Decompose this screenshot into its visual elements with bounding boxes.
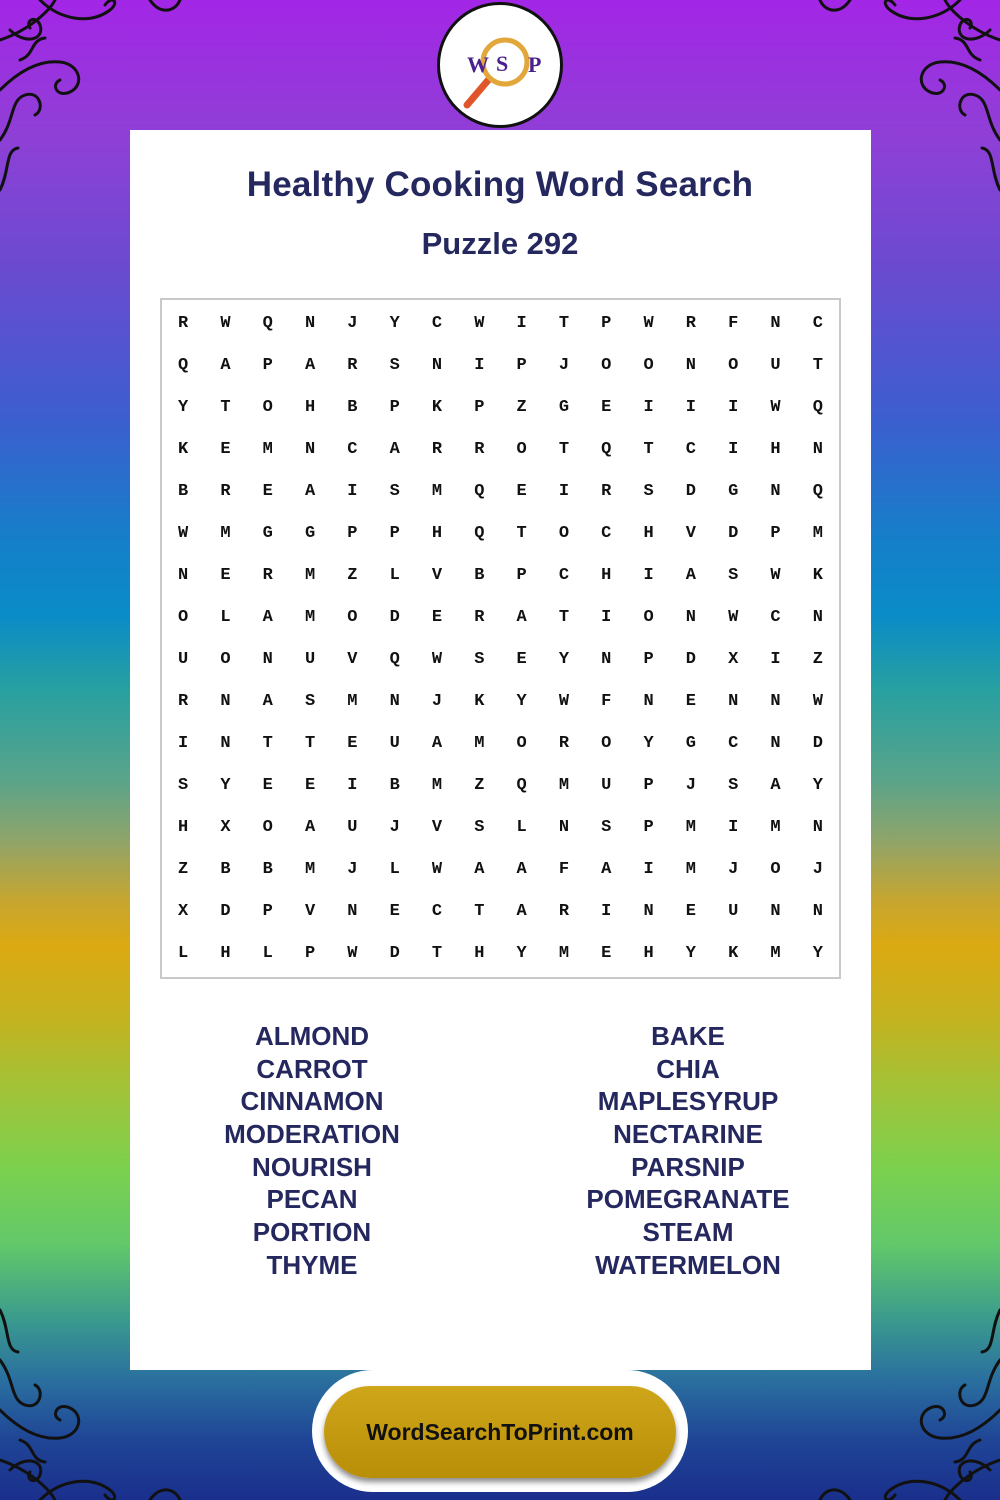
grid-cell[interactable]: Q	[812, 398, 823, 418]
grid-cell[interactable]: S	[178, 775, 189, 795]
grid-cell[interactable]: W	[770, 566, 781, 586]
grid-cell[interactable]: M	[474, 733, 485, 753]
grid-cell[interactable]: T	[220, 398, 231, 418]
grid-cell[interactable]: I	[516, 314, 527, 334]
grid-cell[interactable]: A	[516, 608, 527, 628]
grid-cell[interactable]: W	[728, 608, 739, 628]
grid-cell[interactable]: E	[262, 482, 273, 502]
grid-cell[interactable]: N	[304, 440, 316, 460]
grid-cell[interactable]: W	[770, 398, 781, 418]
grid-cell[interactable]: E	[685, 691, 696, 711]
word-list-item: STEAM	[642, 1217, 734, 1248]
grid-cell[interactable]: H	[643, 943, 654, 963]
grid-cell[interactable]: A	[262, 608, 273, 628]
grid-cell[interactable]: W	[347, 943, 358, 963]
grid-cell[interactable]: I	[770, 649, 781, 669]
grid-cell[interactable]: R	[178, 314, 189, 334]
grid-cell[interactable]: C	[601, 524, 612, 544]
grid-cell[interactable]: H	[643, 524, 654, 544]
grid-cell[interactable]: G	[304, 524, 316, 544]
site-logo[interactable]	[437, 2, 563, 128]
grid-cell[interactable]: A	[262, 691, 273, 711]
grid-cell[interactable]: N	[347, 901, 358, 921]
grid-cell[interactable]: Y	[178, 398, 189, 418]
grid-cell[interactable]: Y	[516, 691, 527, 711]
grid-cell[interactable]: Z	[812, 649, 823, 669]
grid-cell[interactable]: B	[474, 566, 485, 586]
grid-cell[interactable]: I	[728, 817, 739, 837]
grid-cell[interactable]: H	[431, 524, 443, 544]
grid-cell[interactable]: I	[347, 775, 358, 795]
grid-cell[interactable]: P	[262, 901, 273, 921]
grid-cell[interactable]: P	[643, 817, 654, 837]
grid-cell[interactable]: W	[431, 859, 443, 879]
grid-cell[interactable]: T	[643, 440, 654, 460]
grid-cell[interactable]: J	[389, 817, 400, 837]
grid-cell[interactable]: N	[220, 733, 231, 753]
grid-cell[interactable]: E	[389, 901, 400, 921]
grid-cell[interactable]: R	[262, 566, 273, 586]
grid-cell[interactable]: N	[389, 691, 400, 711]
grid-cell[interactable]: T	[558, 608, 570, 628]
grid-cell[interactable]: S	[389, 356, 400, 376]
grid-cell[interactable]: D	[685, 649, 696, 669]
grid-cell[interactable]: N	[178, 566, 189, 586]
grid-cell[interactable]: Y	[220, 775, 231, 795]
grid-cell[interactable]: D	[728, 524, 739, 544]
grid-cell[interactable]: D	[389, 608, 400, 628]
grid-cell[interactable]: R	[685, 314, 696, 334]
word-list-item: MODERATION	[224, 1119, 400, 1150]
word-list-item: BAKE	[651, 1021, 725, 1051]
grid-cell[interactable]: A	[431, 733, 443, 753]
grid-cell[interactable]: N	[812, 440, 823, 460]
grid-cell[interactable]: C	[770, 608, 781, 628]
grid-cell[interactable]: I	[728, 398, 739, 418]
grid-cell[interactable]: M	[347, 691, 358, 711]
grid-cell[interactable]: I	[178, 733, 189, 753]
grid-cell[interactable]: X	[728, 649, 739, 669]
grid-cell[interactable]: N	[770, 733, 781, 753]
grid-cell[interactable]: I	[601, 608, 612, 628]
word-list-item: PORTION	[252, 1217, 372, 1248]
grid-cell[interactable]: F	[728, 314, 739, 334]
grid-cell[interactable]: R	[220, 482, 231, 502]
grid-cell[interactable]: M	[812, 524, 823, 544]
grid-cell[interactable]: N	[262, 649, 273, 669]
grid-cell[interactable]: D	[389, 943, 400, 963]
grid-cell[interactable]: N	[812, 817, 823, 837]
grid-cell[interactable]: O	[643, 356, 654, 376]
grid-cell[interactable]: W	[558, 691, 570, 711]
grid-cell[interactable]: N	[431, 356, 443, 376]
word-list-right	[508, 1020, 868, 1282]
grid-cell[interactable]: I	[558, 482, 570, 502]
grid-cell[interactable]: A	[389, 440, 400, 460]
grid-cell[interactable]: S	[728, 775, 739, 795]
grid-cell[interactable]: C	[685, 440, 696, 460]
grid-cell[interactable]: Q	[262, 314, 273, 334]
grid-cell[interactable]: W	[220, 314, 231, 334]
grid-cell[interactable]: B	[178, 482, 189, 502]
grid-cell[interactable]: S	[474, 817, 485, 837]
grid-cell[interactable]: N	[728, 691, 739, 711]
grid-cell[interactable]: Q	[474, 524, 485, 544]
grid-cell[interactable]: V	[431, 817, 443, 837]
grid-cell[interactable]: C	[431, 314, 443, 334]
grid-cell[interactable]: E	[220, 566, 231, 586]
grid-cell[interactable]: R	[178, 691, 189, 711]
grid-cell[interactable]: E	[220, 440, 231, 460]
grid-cell[interactable]: Y	[685, 943, 696, 963]
word-list-item: PECAN	[266, 1184, 358, 1215]
grid-cell[interactable]: E	[304, 775, 316, 795]
grid-cell[interactable]: Z	[474, 775, 485, 795]
grid-cell[interactable]: V	[685, 524, 696, 544]
grid-cell[interactable]: M	[685, 817, 696, 837]
grid-cell[interactable]: U	[601, 775, 612, 795]
grid-cell[interactable]: M	[262, 440, 273, 460]
grid-cell[interactable]: I	[643, 566, 654, 586]
word-list-left	[132, 1020, 492, 1282]
word-list-item: CHIA	[656, 1053, 720, 1084]
grid-cell[interactable]: N	[812, 901, 823, 921]
grid-cell[interactable]: Z	[347, 566, 358, 586]
grid-cell[interactable]: J	[347, 314, 358, 334]
grid-cell[interactable]: M	[770, 943, 781, 963]
grid-cell[interactable]: Y	[643, 733, 654, 753]
grid-cell[interactable]: O	[220, 649, 231, 669]
grid-cell[interactable]: I	[643, 859, 654, 879]
grid-cell[interactable]: T	[304, 733, 316, 753]
grid-cell[interactable]: S	[643, 482, 654, 502]
grid-cell[interactable]: V	[347, 649, 358, 669]
grid-cell[interactable]: P	[516, 566, 527, 586]
grid-cell[interactable]: C	[347, 440, 358, 460]
grid-cell[interactable]: Q	[812, 482, 823, 502]
page-title: Healthy Cooking Word Search	[246, 165, 754, 204]
grid-cell[interactable]: R	[474, 440, 485, 460]
grid-cell[interactable]: M	[770, 817, 781, 837]
grid-cell[interactable]: N	[770, 691, 781, 711]
grid-cell[interactable]: Q	[601, 440, 612, 460]
grid-cell[interactable]: O	[770, 859, 781, 879]
grid-cell[interactable]: E	[601, 943, 612, 963]
grid-cell[interactable]: V	[431, 566, 443, 586]
grid-cell[interactable]: T	[474, 901, 485, 921]
grid-cell[interactable]: I	[474, 356, 485, 376]
word-list-item: MAPLESYRUP	[597, 1086, 779, 1117]
word-list-item: POMEGRANATE	[586, 1184, 790, 1215]
grid-cell[interactable]: G	[558, 398, 570, 418]
grid-cell[interactable]: I	[685, 398, 696, 418]
website-link-button[interactable]	[324, 1386, 676, 1478]
grid-cell[interactable]: W	[431, 649, 443, 669]
grid-cell[interactable]: Q	[516, 775, 527, 795]
grid-cell[interactable]: M	[685, 859, 696, 879]
grid-cell[interactable]: G	[728, 482, 739, 502]
grid-cell[interactable]: P	[262, 356, 273, 376]
grid-cell[interactable]: A	[770, 775, 781, 795]
grid-cell[interactable]: C	[728, 733, 739, 753]
grid-cell[interactable]: O	[347, 608, 358, 628]
grid-cell[interactable]: J	[812, 859, 823, 879]
grid-cell[interactable]: S	[304, 691, 316, 711]
grid-cell[interactable]: J	[347, 859, 358, 879]
grid-cell[interactable]: W	[474, 314, 485, 334]
grid-cell[interactable]: P	[347, 524, 358, 544]
grid-cell[interactable]: Y	[812, 775, 823, 795]
grid-cell[interactable]: K	[474, 691, 485, 711]
grid-cell[interactable]: P	[643, 775, 654, 795]
grid-cell[interactable]: P	[516, 356, 527, 376]
grid-cell[interactable]: W	[812, 691, 823, 711]
grid-cell[interactable]: P	[389, 524, 400, 544]
grid-cell[interactable]: O	[178, 608, 189, 628]
grid-cell[interactable]: N	[685, 356, 696, 376]
grid-cell[interactable]: A	[474, 859, 485, 879]
grid-cell[interactable]: B	[220, 859, 231, 879]
grid-cell[interactable]: M	[220, 524, 231, 544]
grid-cell[interactable]: P	[770, 524, 781, 544]
grid-cell[interactable]: C	[558, 566, 570, 586]
grid-cell[interactable]: K	[812, 566, 823, 586]
grid-cell[interactable]: I	[643, 398, 654, 418]
grid-cell[interactable]: J	[431, 691, 443, 711]
grid-cell[interactable]: W	[643, 314, 654, 334]
grid-cell[interactable]: N	[812, 608, 823, 628]
grid-cell[interactable]: C	[812, 314, 823, 334]
grid-cell[interactable]: G	[685, 733, 696, 753]
grid-cell[interactable]: R	[347, 356, 358, 376]
grid-cell[interactable]: I	[728, 440, 739, 460]
puzzle-number: Puzzle 292	[421, 226, 579, 261]
grid-cell[interactable]: B	[347, 398, 358, 418]
grid-cell[interactable]: J	[558, 356, 570, 376]
word-list-item: ALMOND	[254, 1021, 370, 1051]
grid-cell[interactable]: V	[304, 901, 316, 921]
grid-cell[interactable]: N	[220, 691, 231, 711]
grid-cell[interactable]: O	[262, 817, 273, 837]
grid-cell[interactable]: P	[474, 398, 485, 418]
grid-cell[interactable]: R	[558, 733, 570, 753]
letter-grid	[160, 298, 841, 979]
grid-cell[interactable]: E	[601, 398, 612, 418]
grid-cell[interactable]: A	[304, 817, 316, 837]
grid-cell[interactable]: A	[220, 356, 231, 376]
grid-cell[interactable]: P	[389, 398, 400, 418]
grid-cell[interactable]: M	[431, 775, 443, 795]
word-list-item: PARSNIP	[631, 1151, 745, 1182]
grid-cell[interactable]: E	[516, 482, 527, 502]
grid-cell[interactable]: O	[601, 356, 612, 376]
grid-cell[interactable]: A	[516, 859, 527, 879]
grid-cell[interactable]: C	[431, 901, 443, 921]
grid-cell[interactable]: M	[431, 482, 443, 502]
grid-cell[interactable]: E	[262, 775, 273, 795]
grid-cell[interactable]: D	[685, 482, 696, 502]
logo-letter-w: W	[467, 52, 489, 77]
grid-cell[interactable]: H	[304, 398, 316, 418]
grid-cell[interactable]: R	[601, 482, 612, 502]
grid-cell[interactable]: U	[770, 356, 781, 376]
grid-cell[interactable]: E	[685, 901, 696, 921]
grid-cell[interactable]: M	[304, 566, 316, 586]
grid-cell[interactable]: N	[770, 482, 781, 502]
logo-letter-s: S	[496, 51, 509, 76]
grid-cell[interactable]: Y	[812, 943, 823, 963]
grid-cell[interactable]: Q	[389, 649, 400, 669]
grid-cell[interactable]: Z	[516, 398, 527, 418]
grid-cell[interactable]: I	[347, 482, 358, 502]
grid-cell[interactable]: I	[601, 901, 612, 921]
grid-cell[interactable]: B	[262, 859, 273, 879]
grid-cell[interactable]: L	[389, 859, 400, 879]
word-list-item: NOURISH	[252, 1151, 372, 1182]
logo-letter-p: P	[528, 52, 542, 77]
grid-cell[interactable]: H	[178, 817, 189, 837]
grid-cell[interactable]: U	[178, 649, 189, 669]
grid-cell[interactable]: A	[601, 859, 612, 879]
grid-cell[interactable]: M	[558, 943, 570, 963]
grid-cell[interactable]: L	[389, 566, 400, 586]
grid-cell[interactable]: A	[304, 482, 316, 502]
grid-cell[interactable]: N	[770, 901, 781, 921]
grid-cell[interactable]: U	[304, 649, 316, 669]
grid-cell[interactable]: A	[516, 901, 527, 921]
grid-cell[interactable]: X	[178, 901, 189, 921]
grid-cell[interactable]: K	[431, 398, 443, 418]
grid-cell[interactable]: N	[601, 649, 612, 669]
grid-cell[interactable]: D	[812, 733, 823, 753]
grid-cell[interactable]: U	[389, 733, 400, 753]
grid-cell[interactable]: R	[558, 901, 570, 921]
grid-cell[interactable]: S	[389, 482, 400, 502]
grid-cell[interactable]: L	[220, 608, 231, 628]
grid-cell[interactable]: Y	[558, 649, 570, 669]
grid-cell[interactable]: N	[685, 608, 696, 628]
grid-cell[interactable]: R	[474, 608, 485, 628]
grid-cell[interactable]: M	[304, 859, 316, 879]
grid-cell[interactable]: R	[431, 440, 443, 460]
grid-cell[interactable]: U	[347, 817, 358, 837]
grid-cell[interactable]: K	[178, 440, 189, 460]
grid-cell[interactable]: O	[262, 398, 273, 418]
grid-cell[interactable]: N	[643, 691, 654, 711]
word-list-item: NECTARINE	[613, 1119, 763, 1150]
grid-cell[interactable]: X	[220, 817, 231, 837]
grid-cell[interactable]: T	[431, 943, 443, 963]
word-list-item: THYME	[266, 1249, 358, 1280]
grid-cell[interactable]: S	[728, 566, 739, 586]
grid-cell[interactable]: N	[770, 314, 781, 334]
grid-cell[interactable]: Z	[178, 859, 189, 879]
grid-cell[interactable]: Y	[389, 314, 400, 334]
grid-cell[interactable]: Q	[178, 356, 189, 376]
grid-cell[interactable]: O	[558, 524, 570, 544]
grid-cell[interactable]: L	[262, 943, 273, 963]
grid-cell[interactable]: T	[558, 440, 570, 460]
grid-cell[interactable]: E	[431, 608, 443, 628]
grid-cell[interactable]: S	[601, 817, 612, 837]
grid-cell[interactable]: Q	[474, 482, 485, 502]
word-list-item: CINNAMON	[240, 1086, 384, 1117]
grid-cell[interactable]: N	[304, 314, 316, 334]
grid-cell[interactable]: B	[389, 775, 400, 795]
grid-cell[interactable]: H	[770, 440, 781, 460]
grid-cell[interactable]: H	[474, 943, 485, 963]
grid-cell[interactable]: J	[685, 775, 696, 795]
grid-cell[interactable]: O	[516, 440, 527, 460]
grid-cell[interactable]: A	[304, 356, 316, 376]
grid-cell[interactable]: L	[178, 943, 189, 963]
grid-cell[interactable]: J	[728, 859, 739, 879]
grid-cell[interactable]: L	[516, 817, 527, 837]
grid-cell[interactable]: K	[728, 943, 739, 963]
website-link-label: WordSearchToPrint.com	[366, 1418, 634, 1445]
grid-cell[interactable]: S	[474, 649, 485, 669]
grid-cell[interactable]: N	[643, 901, 654, 921]
grid-cell[interactable]: N	[558, 817, 570, 837]
grid-cell[interactable]: T	[812, 356, 823, 376]
grid-cell[interactable]: H	[601, 566, 612, 586]
grid-cell[interactable]: P	[304, 943, 316, 963]
grid-cell[interactable]: O	[601, 733, 612, 753]
grid-cell[interactable]: M	[304, 608, 316, 628]
grid-cell[interactable]: F	[558, 859, 570, 879]
grid-cell[interactable]: P	[643, 649, 654, 669]
magnifier-icon	[445, 10, 555, 120]
grid-cell[interactable]: O	[643, 608, 654, 628]
grid-cell[interactable]: O	[728, 356, 739, 376]
grid-cell[interactable]: O	[516, 733, 527, 753]
grid-cell[interactable]: F	[601, 691, 612, 711]
grid-cell[interactable]: E	[516, 649, 527, 669]
word-list-item: CARROT	[256, 1053, 368, 1084]
grid-cell[interactable]: G	[262, 524, 273, 544]
grid-cell[interactable]: T	[262, 733, 273, 753]
grid-cell[interactable]: A	[685, 566, 696, 586]
grid-cell[interactable]: W	[178, 524, 189, 544]
grid-cell[interactable]: D	[220, 901, 231, 921]
word-list-item: WATERMELON	[595, 1249, 781, 1280]
grid-cell[interactable]: T	[558, 314, 570, 334]
grid-cell[interactable]: Y	[516, 943, 527, 963]
grid-cell[interactable]: T	[516, 524, 527, 544]
grid-cell[interactable]: M	[558, 775, 570, 795]
grid-cell[interactable]: P	[601, 314, 612, 334]
grid-cell[interactable]: H	[220, 943, 231, 963]
grid-cell[interactable]: U	[728, 901, 739, 921]
grid-cell[interactable]: E	[347, 733, 358, 753]
